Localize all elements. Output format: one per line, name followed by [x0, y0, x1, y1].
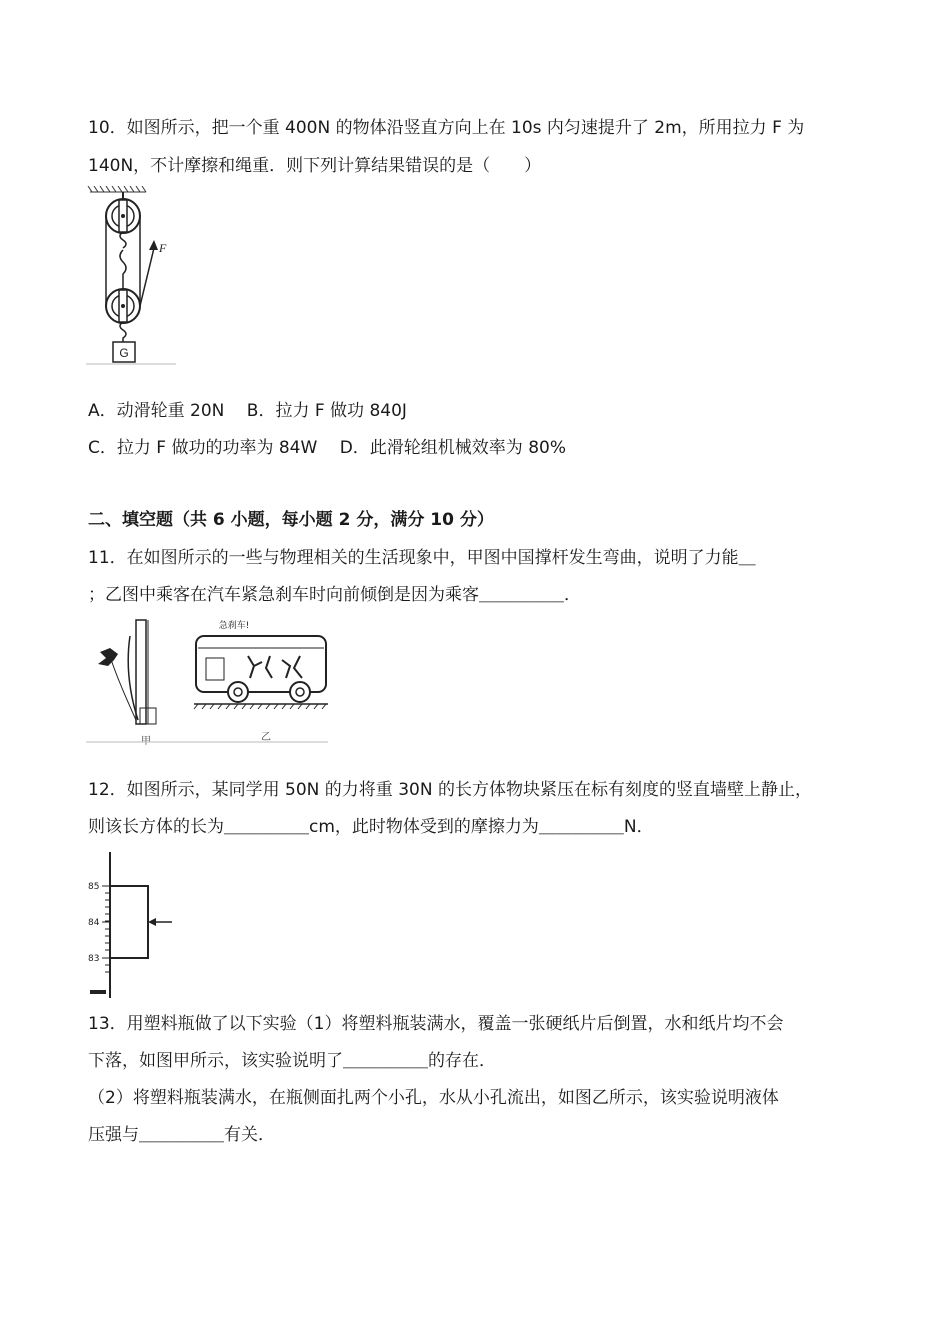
q13-text-line-3: （2）将塑料瓶装满水，在瓶侧面扎两个小孔，水从小孔流出，如图乙所示，该实验说明液体 [88, 1088, 779, 1108]
pole-vault-illustration [98, 620, 156, 746]
wall-ruler-block-figure [86, 852, 176, 998]
ruler-ticks [102, 886, 110, 972]
q10-options-row-2: C．拉力 F 做功的功率为 84W D．此滑轮组机械效率为 80% [88, 438, 566, 458]
q11-text-line-1: 11．在如图所示的一些与物理相关的生活现象中，甲图中国撑杆发生弯曲，说明了力能＿ [88, 548, 756, 568]
force-arrow [149, 240, 158, 250]
q10-text-line-2: 140N，不计摩擦和绳重．则下列计算结果错误的是（ ） [88, 156, 542, 176]
section-heading: 二、填空题（共 6 小题，每小题 2 分，满分 10 分） [88, 510, 494, 530]
ruler-label-84: 84 [88, 918, 100, 928]
q12-text-line-1: 12．如图所示，某同学用 50N 的力将重 30N 的长方体物块紧压在标有刻度的竖直墙壁上静止， [88, 780, 812, 800]
rectangular-block [110, 886, 148, 958]
ruler-label-85: 85 [88, 882, 100, 892]
q12-text-line-2: 则该长方体的长为＿＿＿＿＿cm，此时物体受到的摩擦力为＿＿＿＿＿N． [88, 817, 654, 837]
pole-vault-and-bus-figure [86, 616, 330, 746]
pulley-system-figure [86, 186, 178, 368]
ceiling-hatch [88, 186, 146, 192]
q13-text-line-1: 13．用塑料瓶做了以下实验（1）将塑料瓶装满水，覆盖一张硬纸片后倒置，水和纸片均不会 [88, 1014, 784, 1034]
bus-caption: 急刹车! [218, 621, 250, 631]
q13-text-line-4: 压强与＿＿＿＿＿有关． [88, 1125, 275, 1145]
q10-text-line-1: 10．如图所示，把一个重 400N 的物体沿竖直方向上在 10s 内匀速提升了 2m，所用拉力 F 为 [88, 118, 805, 138]
ruler-label-83: 83 [88, 954, 100, 964]
figure-label-left: 甲 [141, 736, 151, 746]
bus-braking-illustration [194, 619, 328, 743]
q10-options-row-1: A．动滑轮重 20N B．拉力 F 做功 840J [88, 401, 407, 421]
figure-label-right: 乙 [261, 732, 271, 743]
force-label: F [159, 241, 167, 255]
q13-text-line-2: 下落，如图甲所示，该实验说明了＿＿＿＿＿的存在． [88, 1051, 496, 1071]
weight-label: G [119, 346, 129, 360]
q11-text-line-2: ；乙图中乘客在汽车紧急刹车时向前倾倒是因为乘客＿＿＿＿＿． [88, 585, 581, 605]
